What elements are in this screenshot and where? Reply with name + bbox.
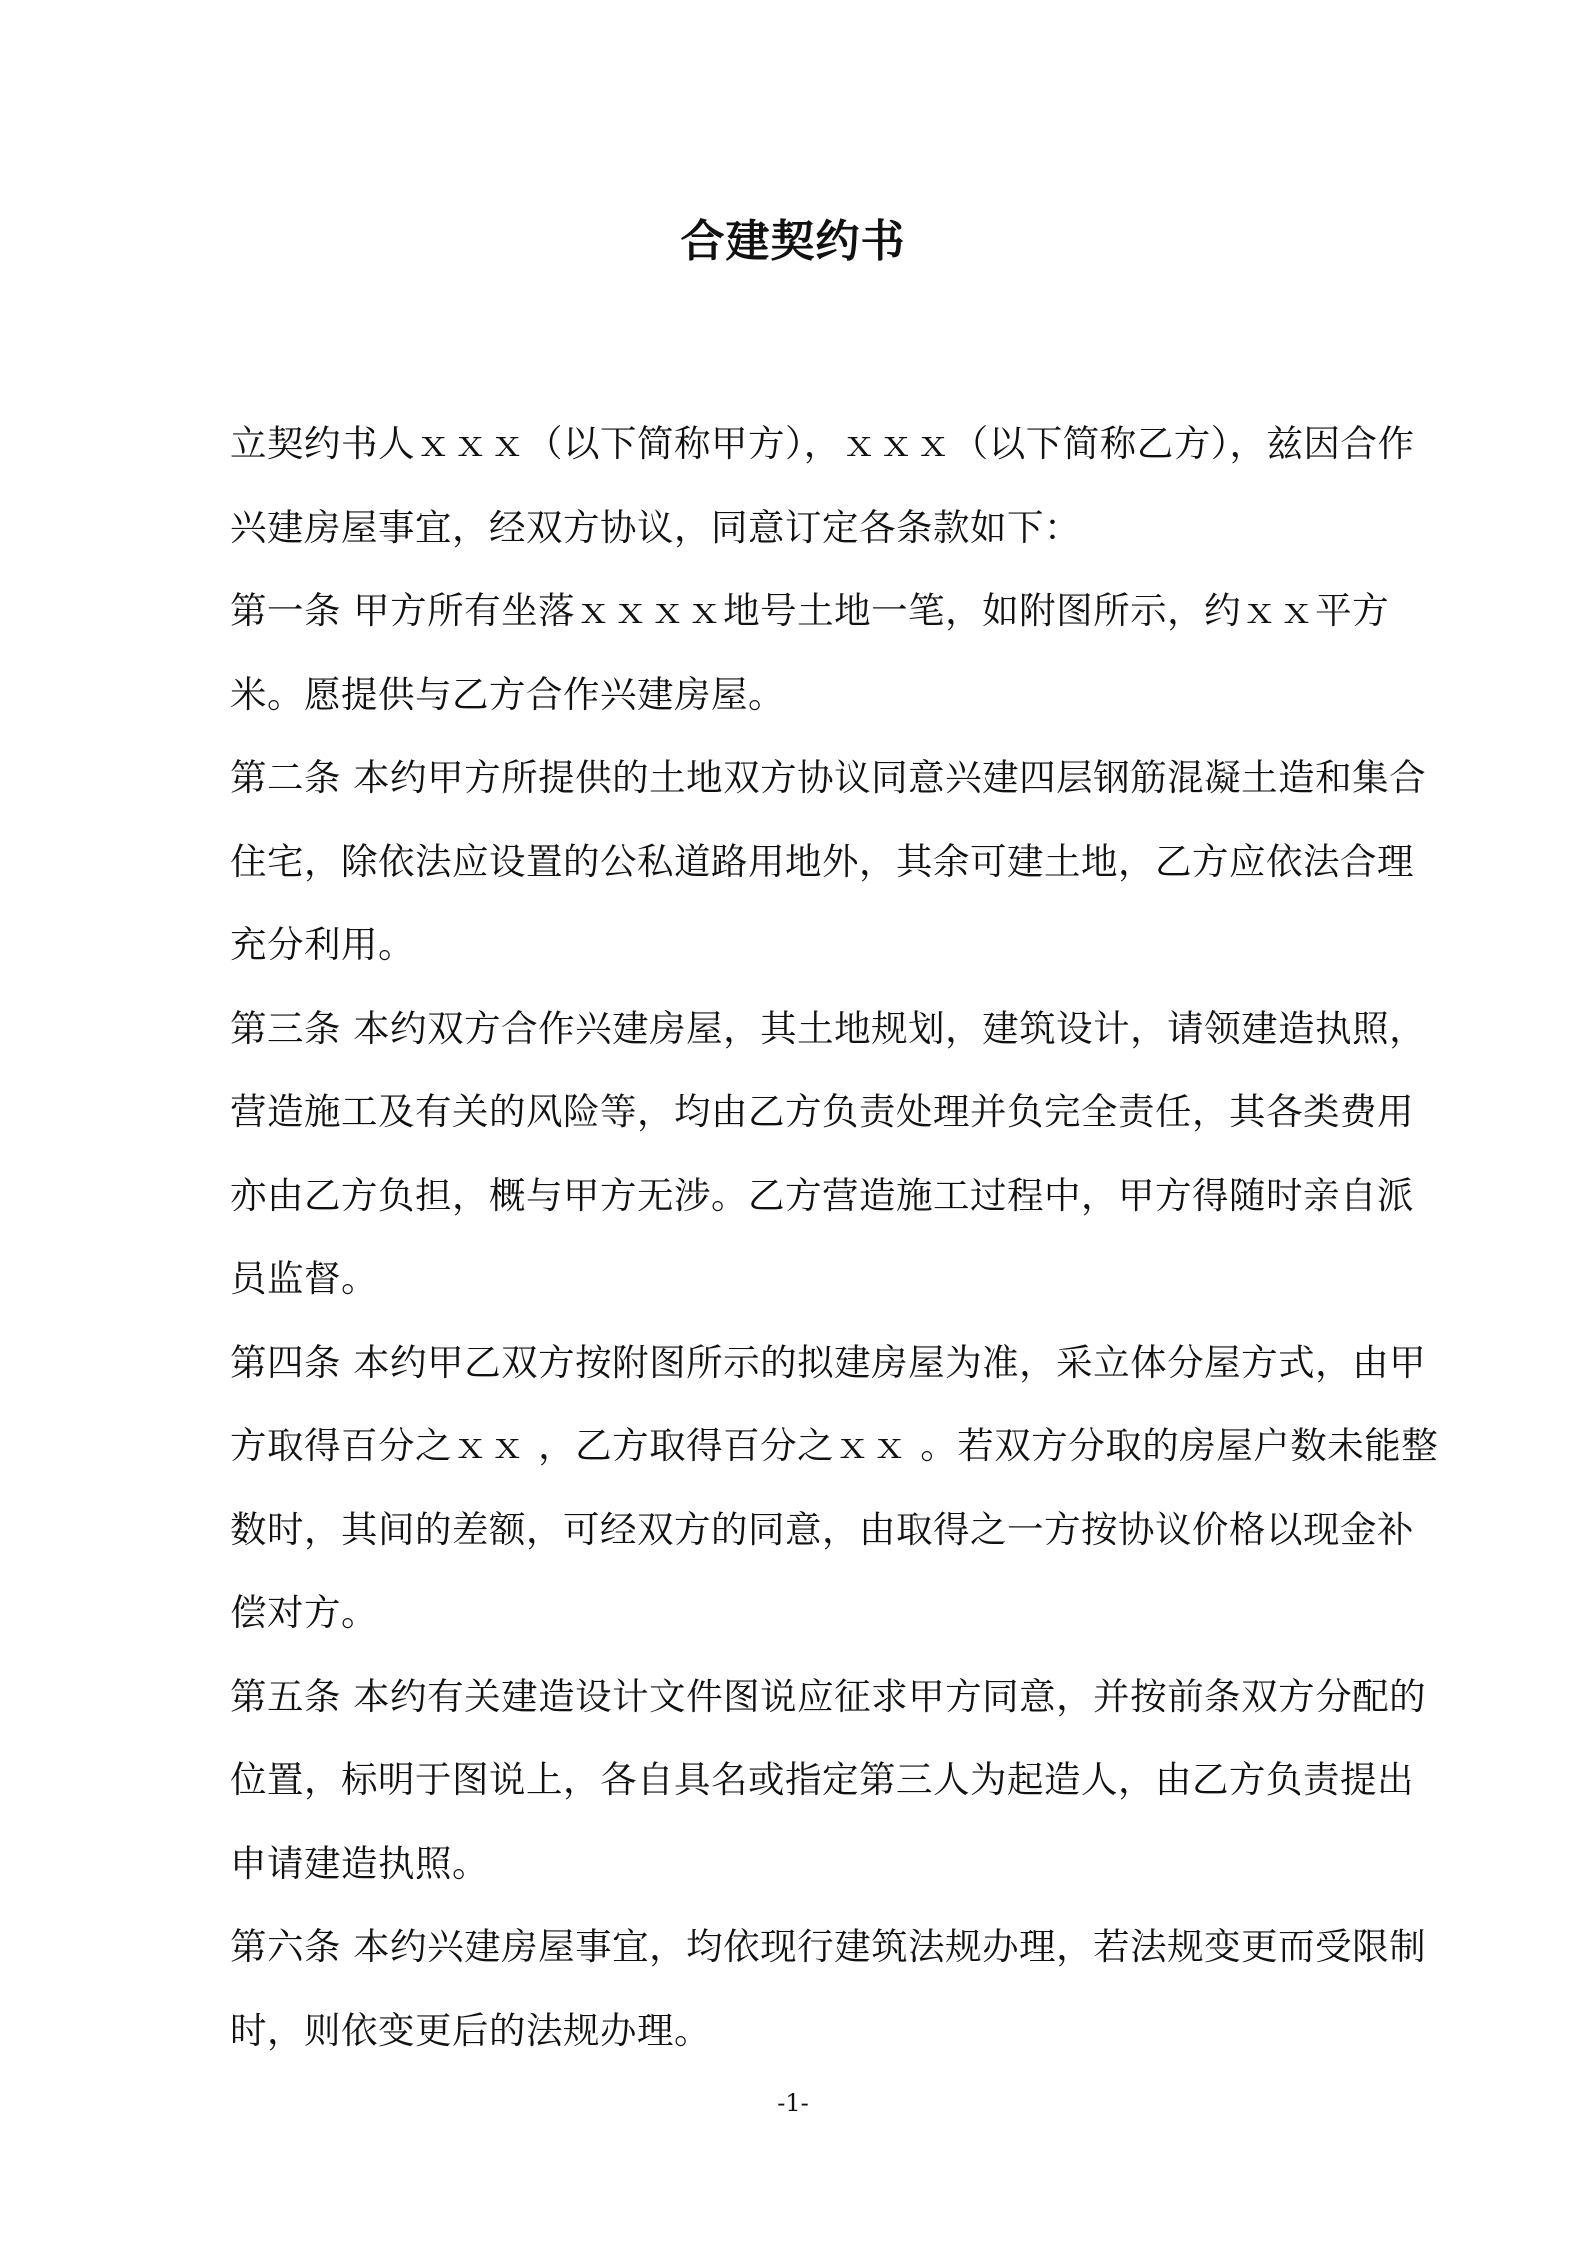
article-2	[230, 736, 1450, 987]
document-title: 合建契约书	[680, 216, 906, 267]
article-3-text: 本约双方合作兴建房屋，其土地规划，建筑设计，请领建造执照，营造施工及有关的风险等，均由乙方负责处理并负完全责任，其各类费用亦由乙方负担，概与甲方无涉。乙方营造施工过程中，甲方得随时亲自派员监督。	[230, 1006, 1427, 1300]
preamble-paragraph: 立契约书人ｘｘｘ（以下简称甲方），ｘｘｘ（以下简称乙方），兹因合作兴建房屋事宜，经双方协议，同意订定各条款如下：	[230, 422, 1415, 549]
article-3-heading: 第三条	[230, 1006, 341, 1050]
article-2-text: 本约甲方所提供的土地双方协议同意兴建四层钢筋混凝土造和集合住宅，除依法应设置的公私道路用地外，其余可建土地，乙方应依法合理充分利用。	[230, 756, 1427, 966]
article-6-text: 本约兴建房屋事宜，均依现行建筑法规办理，若法规变更而受限制时，则依变更后的法规办理。	[230, 1925, 1427, 2052]
article-5	[230, 1655, 1450, 1906]
article-6-heading: 第六条	[230, 1925, 341, 1968]
document-body	[230, 402, 1450, 2072]
page-number: -1-	[777, 2089, 809, 2117]
article-1-text: 甲方所有坐落ｘｘｘｘ地号土地一笔，如附图所示，约ｘｘ平方米。愿提供与乙方合作兴建房屋。	[230, 589, 1390, 716]
article-2-heading: 第二条	[230, 756, 341, 799]
article-1	[230, 569, 1450, 736]
article-1-heading: 第一条	[230, 589, 341, 632]
article-4	[230, 1321, 1450, 1655]
article-5-text: 本约有关建造设计文件图说应征求甲方同意，并按前条双方分配的位置，标明于图说上，各自具名或指定第三人为起造人，由乙方负责提出申请建造执照。	[230, 1674, 1427, 1885]
article-4-text: 本约甲乙双方按附图所示的拟建房屋为准，采立体分屋方式，由甲方取得百分之ｘｘ ，乙方取得百分之ｘｘ 。若双方分取的房屋户数未能整数时，其间的差额，可经双方的同意，由取得之一方按协议价格以现金补偿对方。	[230, 1340, 1439, 1634]
article-6	[230, 1905, 1450, 2072]
article-4-heading: 第四条	[230, 1340, 341, 1384]
article-5-heading: 第五条	[230, 1674, 341, 1718]
article-3	[230, 987, 1450, 1321]
